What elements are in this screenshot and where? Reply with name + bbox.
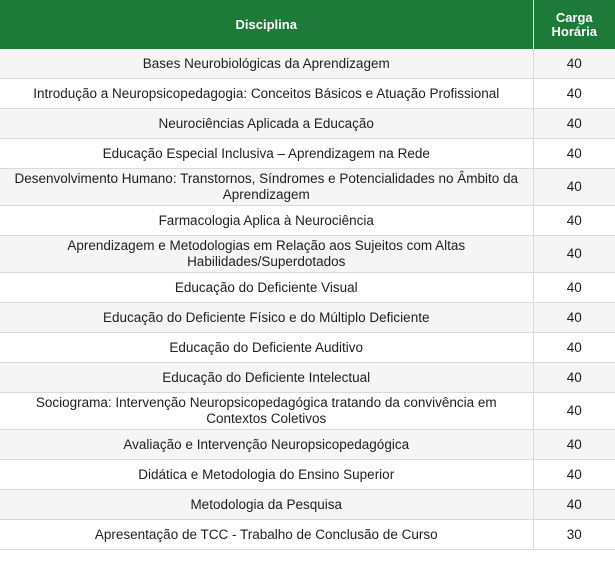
discipline-cell: Introdução a Neuropsicopedagogia: Conceitos Básicos e Atuação Profissional [0, 79, 533, 109]
load-cell: 40 [533, 109, 615, 139]
discipline-cell: Didática e Metodologia do Ensino Superior [0, 460, 533, 490]
discipline-cell: Educação Especial Inclusiva – Aprendizagem na Rede [0, 139, 533, 169]
table-row [0, 169, 615, 206]
table-row [0, 363, 615, 393]
header-discipline: Disciplina [0, 0, 533, 49]
load-cell: 40 [533, 393, 615, 430]
table-row [0, 236, 615, 273]
load-cell: 30 [533, 520, 615, 550]
discipline-cell: Neurociências Aplicada a Educação [0, 109, 533, 139]
table-row [0, 206, 615, 236]
table-row [0, 49, 615, 79]
discipline-cell: Metodologia da Pesquisa [0, 490, 533, 520]
load-cell: 40 [533, 490, 615, 520]
load-cell: 40 [533, 333, 615, 363]
load-cell: 40 [533, 79, 615, 109]
table-row [0, 109, 615, 139]
load-cell: 40 [533, 49, 615, 79]
header-row [0, 0, 615, 49]
discipline-cell: Educação do Deficiente Físico e do Múltiplo Deficiente [0, 303, 533, 333]
discipline-cell: Educação do Deficiente Visual [0, 273, 533, 303]
table-row [0, 490, 615, 520]
discipline-cell: Farmacologia Aplica à Neurociência [0, 206, 533, 236]
load-cell: 40 [533, 139, 615, 169]
header-load-label: Carga Horária [551, 9, 598, 39]
load-cell: 40 [533, 430, 615, 460]
discipline-cell: Desenvolvimento Humano: Transtornos, Síndromes e Potencialidades no Âmbito da Aprendizagem [0, 169, 533, 206]
header-load [533, 0, 615, 49]
table-row [0, 520, 615, 550]
load-cell: 40 [533, 206, 615, 236]
discipline-cell: Avaliação e Intervenção Neuropsicopedagógica [0, 430, 533, 460]
load-cell: 40 [533, 273, 615, 303]
discipline-cell: Sociograma: Intervenção Neuropsicopedagógica tratando da convivência em Contextos Coletivos [0, 393, 533, 430]
discipline-cell: Educação do Deficiente Auditivo [0, 333, 533, 363]
discipline-cell: Aprendizagem e Metodologias em Relação aos Sujeitos com Altas Habilidades/Superdotados [0, 236, 533, 273]
discipline-cell: Apresentação de TCC - Trabalho de Conclusão de Curso [0, 520, 533, 550]
table-row [0, 79, 615, 109]
load-cell: 40 [533, 460, 615, 490]
table-row [0, 139, 615, 169]
discipline-cell: Bases Neurobiológicas da Aprendizagem [0, 49, 533, 79]
table-row [0, 303, 615, 333]
discipline-cell: Educação do Deficiente Intelectual [0, 363, 533, 393]
load-cell: 40 [533, 236, 615, 273]
table-row [0, 393, 615, 430]
load-cell: 40 [533, 303, 615, 333]
table-row [0, 333, 615, 363]
load-cell: 40 [533, 363, 615, 393]
table-row [0, 430, 615, 460]
table-row [0, 460, 615, 490]
table-row [0, 273, 615, 303]
load-cell: 40 [533, 169, 615, 206]
